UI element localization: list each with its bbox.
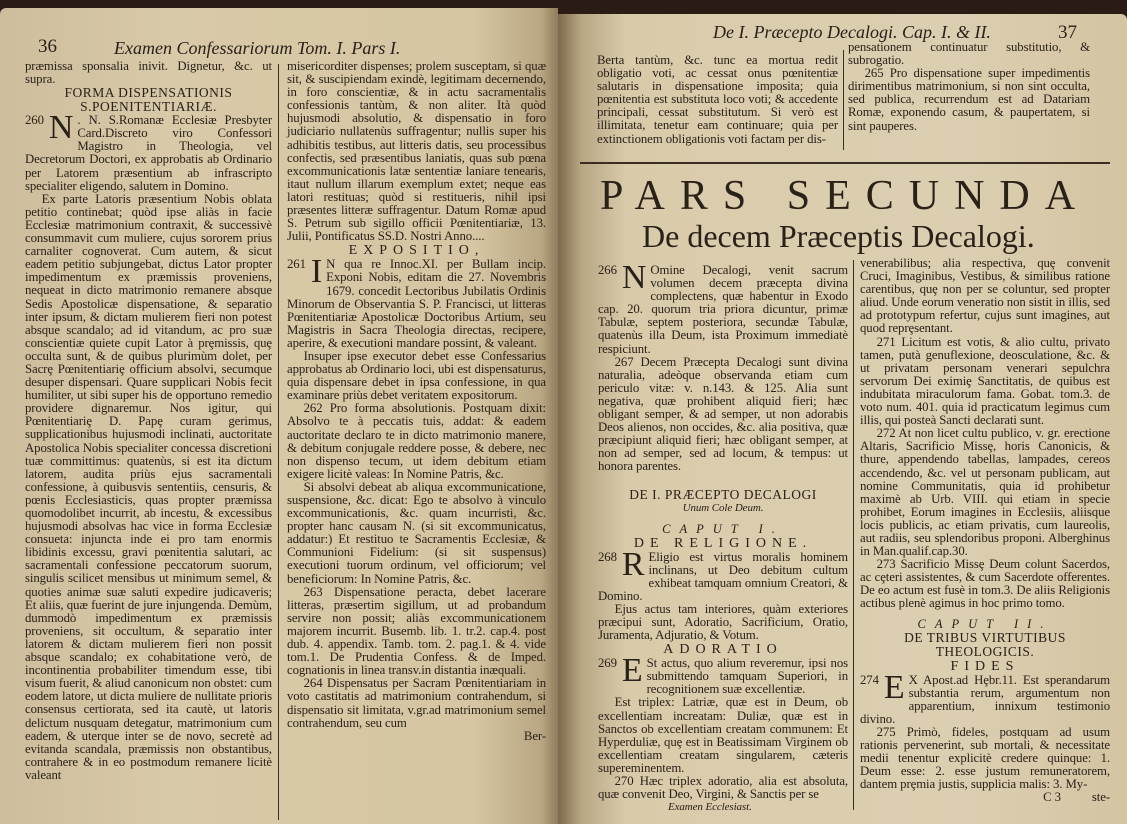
drop-cap: N — [621, 259, 647, 296]
paragraph: Est triplex: Latriæ, quæ est in Deum, ob excellentiam increatam: Duliæ, quæ est in Sanctos ob excellentiam creatam communem: Et Hyperduliæ, quȩ est in Beatissimam Virginem ob excellentiam creatam singularem, cæteris supereminentem. — [598, 695, 848, 775]
paragraph: 263 Dispensatione peracta, debet lacerare litteras, præsertim sigillum, ut ad probandum servire non possit; aliàs excommunicationem majorem incurrit. Busemb. lib. 1. tr.2. cap.4. post dub. 4. appendix. Tamb. tom. 2. pag.1. & 4. vide tom.1. De Prudentia Confess. & de Imped. cognationis in linea transv.in distantia inæquali. — [287, 584, 546, 678]
paragraph: Si absolvi debeat ab aliqua excommunicatione, suspensione, &c. dicat: Ego te absolvo à vinculo excommunicationis, &c. quam incurristi, &c. propter hanc causam N. (si sit excommunicatus, addatur:) Et restituo te Sacramentis Ecclesiæ, & Communioni Fidelium: (si sit suspensus) executioni tuorum ordinum, vel officiorum; vel beneficiorum: In Nomine Patris, &c. — [287, 479, 546, 586]
section-heading: ADORATIO — [663, 642, 783, 658]
heading-subtitle: Unum Cole Deum. — [682, 501, 764, 514]
numbered-paragraph — [598, 652, 848, 697]
paragraph: Ejus actus tam interiores, quàm exteriores præcipui sunt, Adoratio, Sacrificium, Oratio, Juramenta, Adjuratio, & Votum. — [598, 601, 848, 643]
part-subtitle: De decem Præceptis Decalogi. — [642, 218, 1035, 254]
paragraph: 272 At non licet cultu publico, v. gr. erectione Altaris, Sacrificio Missȩ, horis Canonicis, & thure, appendendo tabellas, lampades, cereos accendendo, &c. vel ut personam publicam, aut nomine Communitatis, quia id prohibetur maximè ab Urb. VIII. qui etiam in specie prohibet, Eorum imagines in Ecclesiis, aliisque locis publicis, ac etiam privatis, cum laureolis, aut radiis, seu splendoribus proponi. Alberghinus in Man.qualif.cap.30. — [860, 426, 1110, 559]
paragraph-number: 268 — [598, 549, 617, 564]
drop-cap: R — [621, 545, 645, 583]
paragraph: 264 Dispensatus per Sacram Pœnitentiariam in voto castitatis ad matrimonium contrahendum, si dispensatio sit limitata, v.gr.ad matrimonium semel contrahendum, seu cum — [287, 676, 546, 730]
right-page — [558, 14, 1127, 824]
paragraph: præmissa sponsalia inivit. Dignetur, &c. ut supra. — [25, 59, 272, 87]
text-column-1 — [25, 60, 272, 782]
catchword: C 3 ste- — [1043, 790, 1110, 805]
text-column-2 — [860, 257, 1110, 804]
paragraph: venerabilibus; alia respectiva, quȩ convenit Cruci, Imaginibus, Vestibus, & similibus ratione carentibus, quȩ non per se coluntur, sed propter aliud. Unde eorum veneratio non sistit in illis, sed ad prototypum refertur, cujus sunt imagines, aut quod reprȩsentant. — [860, 256, 1110, 336]
text-column-1 — [598, 259, 848, 814]
paragraph-text: Omine Decalogi, venit sacrum volumen decem præcepta divina complectens, quæ habentur in Exodo cap. 20. quorum tria priora dicuntur, primæ Tabulæ, septem posteriora, secundæ Tabulæ, quatenùs illa Deum, ista Proximum immediatè respiciunt. — [598, 263, 848, 356]
paragraph-text: Eligio est virtus moralis hominem inclinans, ut Deo debitum cultum exhibeat tamquam omnium Creatori, & Domino. — [598, 549, 848, 603]
paragraph-number: 269 — [598, 656, 617, 671]
catchword: Ber- — [523, 728, 546, 743]
page-number: 37 — [1058, 22, 1077, 43]
running-head: Examen Confessariorum Tom. I. Pars I. — [114, 38, 401, 58]
paragraph: Berta tantùm, &c. tunc ea mortua redit obligatio voti, ac cessat onus pœnitentiæ salutaris in dispensatione imposita; quia pœnitentia est substituta loco voti; & accedente principali, cessat substitutum. Si verò est illimitata, tenetur eam continuare; quia per extinctionem obligationis voti factam per dis- — [597, 53, 838, 146]
column-divider — [278, 64, 279, 820]
left-page — [0, 8, 558, 824]
paragraph-number: 266 — [598, 263, 617, 277]
drop-cap: E — [621, 652, 643, 690]
paragraph: Insuper ipse executor debet esse Confessarius approbatus ab Ordinario loci, ubi est dispensaturus, quia dispensare debet in ipsa confessione, in qua examinare priùs debet veritatem expositorum. — [287, 348, 546, 403]
section-heading: EXPOSITIO, — [348, 243, 485, 259]
drop-cap: E — [883, 668, 905, 706]
paragraph-text: . N. S.Romanæ Ecclesiæ Presbyter Card.Discreto viro Confessori Magistro in Theologia, vel Decretorum Doctori, ex approbatis ab Ordinario per Latorem præsentium ab infrascripto specialiter eligendo, salutem in Domino. — [25, 113, 272, 193]
paragraph-text: St actus, quo alium reveremur, ipsi nos submittendo tamquam Superiori, in recognitionem suæ excellentiæ. — [646, 656, 848, 697]
numbered-paragraph — [860, 668, 1110, 726]
text-column-2 — [287, 60, 546, 743]
numbered-paragraph — [25, 109, 272, 193]
signature-mark: Examen Ecclesiast. — [668, 801, 752, 814]
numbered-paragraph — [598, 545, 848, 603]
drop-cap: I — [310, 253, 323, 291]
page-number: 36 — [38, 36, 57, 57]
section-heading: FIDES — [950, 658, 1020, 674]
paragraph: 262 Pro forma absolutionis. Postquam dixit: Absolvo te à peccatis tuis, addat: & eadem auctoritate declaro te in dicto matrimonio manere, & debitum conjugale reddere posse, & debere, nec non dispenso tecum, ut idem debitum etiam exigere licitè valeas: In Nomine Patris, &c. — [287, 401, 546, 481]
drop-cap: N — [48, 109, 74, 147]
paragraph: Ex parte Latoris præsentium Nobis oblata petitio continebat; quòd ipse aliàs in facie Ecclesiæ matrimonium contraxit, & successivè consummavit cum muliere, cujus sororem prius carnaliter cognoverat. Cum autem, & sicut eadem petitio subjungebat, dictus Lator propter impedimentum ex præmissis proveniens, nequeat in dicto matrimonio remanere absque Sedis Apostolicæ dispensatione, & separatio inter ipsum, & dictam mulierem fieri non potest absque scandalo; ad id vitandum, ac pro suæ conscientiæ quiete cupit Lator à prȩmissis, quȩ occulta sunt, & de quibus plurimùm dolet, per Sacrȩ Pœnitentiariȩ officium absolvi, secumque desuper dispensari. Quare supplicari Nobis fecit humiliter, ut sibi super his de opportuno remedio providere dignaremur. Nos igitur, qui Pœnitentiariȩ D. Papȩ curam gerimus, supplicationibus hujusmodi inclinati, auctoritate Apostolica Nobis specialiter concessa discretioni tuæ committimus: quatenùs, si est ita dictum latorem, audita priùs ejus sacramentali confessione, à quibusvis sententiis, censuris, & pœnis Ecclesiasticis, quas propter præmissa quomodolibet incurrit, ab incestu, & excessibus hujusmodi absolvas hac vice in forma Ecclesiæ consueta: injuncta inde ei pro tam enormis libidinis excessu, gravi pœnitentia salutari, ac sacramentali confessione peccatorum suorum, singulis scilicet mensibus ut minimum semel, & quoties animæ suæ saluti expedire judicaveris; Et aliis, quæ fuerint de jure injungenda. Demùm, dummodò impedimentum ex præmissis proveniens, sit occultum, & separatio inter latorem & dictam mulierem fieri non possit absque scandalo; ex cohabitatione verò, de incontinentia probabiliter timendum esse, tibi visum fuerit, & aliud canonicum non obstet: cum eodem latore, ut dicta muliere de nullitate prioris consensus certiorata, sed ita cautè, ut latoris delictum nusquam detegatur, matrimonium cum eadem, & uterque inter se de novo, secretè ad evitanda scandala, præmissis non obstantibus, contrahere & in eo postmodum remanere licitè valeant — [25, 191, 272, 782]
spacer — [598, 474, 848, 488]
paragraph: 275 Primò, fideles, postquam ad usum rationis pervenerint, sub mortali, & necessitate medii tenentur explicitè credere quinque: 1. Deum esse: 2. esse justum remuneratorem, dantem prȩmia justis, supplicia malis: 3. My- — [860, 724, 1110, 792]
paragraph: misericorditer dispenses; prolem susceptam, si quæ sit, & suscipiendam exindè, legitimam decernendo, in foro conscientiæ, & in actu sacramentalis confessionis tantùm, & non aliter. Ità quòd hujusmodi absolutio, & dispensatio in foro judiciario nullatenùs suffragentur; nullis super his adhibitis testibus, aut litteris datis, seu processibus confectis, sed præsentibus laniatis, quas sub pœna excommunicationis latæ sententiæ laniare tenearis, itaut nullum illarum exemplum extet; neque eas latori restituas; quòd si restitueris, nihil ipsi præsentes litteræ suffragentur. Datum Romæ apud S. Petrum sub sigillo officii Pœnitentiariæ, 13. Julii, Pontificatus SS.D. Nostri Anno.... — [287, 59, 546, 244]
section-heading: S.POENITENTIARIÆ. — [80, 99, 217, 115]
section-heading: FORMA DISPENSATIONIS — [64, 85, 233, 101]
column-divider — [843, 50, 844, 150]
chapter-label: CAPUT I. — [662, 521, 784, 536]
numbered-paragraph — [287, 253, 546, 350]
part-title: PARS SECUNDA — [600, 173, 1091, 219]
column-divider — [853, 260, 854, 810]
paragraph-number: 274 — [860, 672, 879, 687]
paragraph: pensationem continuatur substitutio, & subrogatio. — [848, 40, 1090, 68]
section-heading: DE I. PRÆCEPTO DECALOGI — [629, 486, 817, 502]
paragraph: 273 Sacrificio Missȩ Deum colunt Sacerdos, ac cȩteri assistentes, & cum Sacerdote offerentes. De eo actum est fusè in tom.3. De aliis Religionis actibus plenè agimus in hoc primo tomo. — [860, 557, 1110, 611]
paragraph-text: X Apost.ad Hȩbr.11. Est sperandarum substantia rerum, argumentum non apparentium, innixum testimonio divino. — [860, 672, 1110, 726]
section-rule — [580, 162, 1110, 164]
paragraph: 265 Pro dispensatione super impedimentis dirimentibus matrimonium, si non sint occulta, sed publica, recurrendum est ad Datariam Romæ, exponendo casum, & paupertatem, si sint pauperes. — [848, 66, 1090, 133]
paragraph-number: 261 — [287, 257, 306, 272]
paragraph: 270 Hæc triplex adoratio, alia est absoluta, quæ convenit Deo, Virgini, & Sanctis per se — [598, 774, 848, 802]
paragraph: 271 Licitum est votis, & alio cultu, privato tamen, putà genuflexione, deosculatione, &c. & ut privatam personam venerari sepulchra servorum Dei eximiȩ Sanctitatis, de quibus est indubitata miraculorum fama. Gobat. tom.3. de voto num. 401. quia id practicatum legimus cum illis, qui posteà Sancti declarati sunt. — [860, 334, 1110, 428]
top-column-1 — [597, 54, 838, 146]
numbered-paragraph — [598, 259, 848, 356]
chapter-label: CAPUT II. — [917, 616, 1053, 631]
top-column-2 — [848, 41, 1090, 133]
section-heading: DE TRIBUS VIRTUTIBUS THEOLOGICIS. — [904, 629, 1066, 659]
running-head: De I. Præcepto Decalogi. Cap. I. & II. — [713, 22, 991, 42]
section-heading: DE RELIGIONE. — [633, 535, 813, 551]
paragraph: 267 Decem Præcepta Decalogi sunt divina naturalia, adeòque observanda etiam cum periculo vitæ: v. n.143. & 125. Alia sunt negativa, quæ prohibent aliquid fieri; hæc obligant semper, & ad semper, ut non adorabis Deos alienos, non occides, &c. alia positiva, quæ præcipiunt aliquid fieri; hæc obligant semper, at non ad semper, sed ad locum, & tempus: ut honora parentes. — [598, 354, 848, 474]
paragraph-text: N qua re Innoc.XI. per Bullam incip. Exponi Nobis, editam die 27. Novembris 1679. concedit Lectoribus Jubilatis Ordinis Minorum de Observantia S. P. Francisci, ut litteras Pœnitentiariæ Apostolicæ Doctoribus Artium, seu Magistris in Sacra Theologia directas, recipere, aperire, & executioni mandare possint, & valeant. — [287, 257, 546, 350]
paragraph-number: 260 — [25, 113, 44, 128]
